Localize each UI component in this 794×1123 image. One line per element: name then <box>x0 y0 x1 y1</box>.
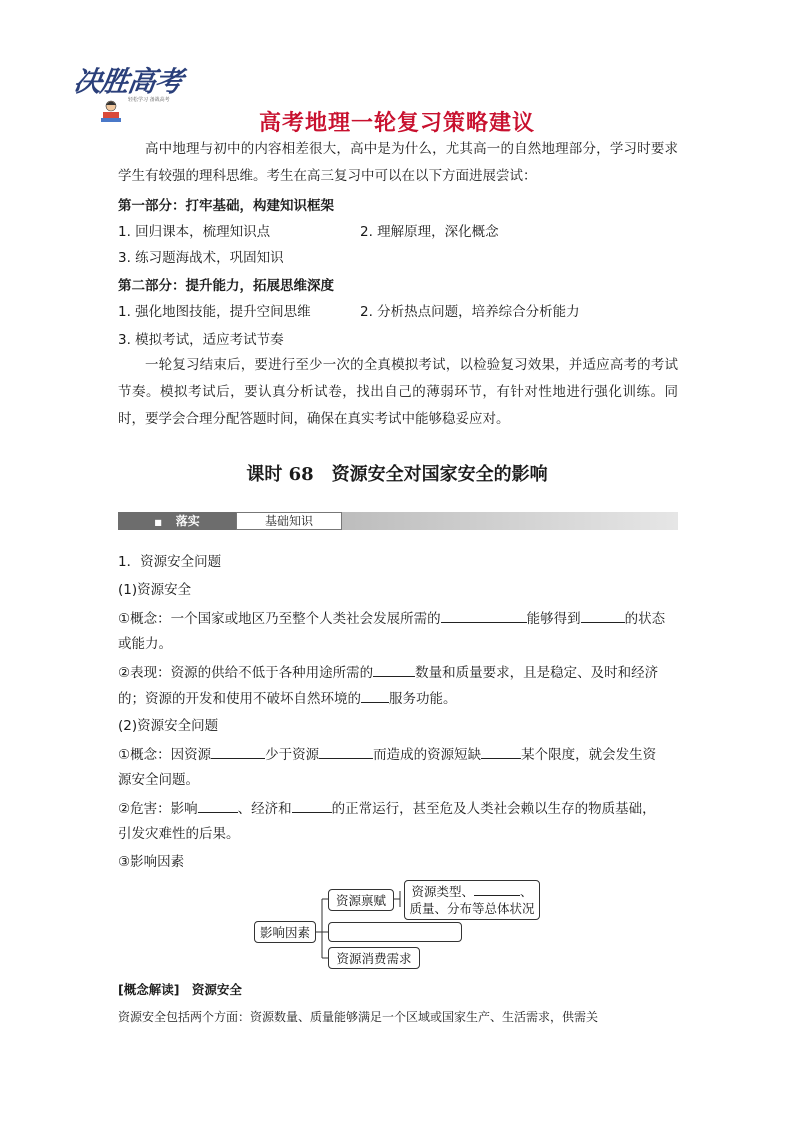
square-bullet-icon: ■ <box>154 518 162 527</box>
diagram-endowment-detail: 资源类型、 、 质量、分布等总体状况 <box>404 880 540 920</box>
concept-note-text: 资源安全包括两个方面：资源数量、质量能够满足一个区域或国家生产、生活需求，供需关 <box>118 1010 599 1024</box>
subsection-heading: (1)资源安全 <box>118 582 192 598</box>
part2-item: 1. 强化地图技能，提升空间思维 <box>118 304 311 320</box>
concept-line: ①概念：一个国家或地区乃至整个人类社会发展所需的 能够得到 的状态 <box>118 608 665 629</box>
harm-line: ②危害：影响 、经济和 的正常运行，甚至危及人类社会赖以生存的物质基础， <box>118 798 656 819</box>
part1-item: 2. 理解原理，深化概念 <box>360 224 499 240</box>
concept-line: 或能力。 <box>118 636 172 652</box>
part2-item: 2. 分析热点问题，培养综合分析能力 <box>360 304 580 320</box>
diagram-branch-blank[interactable] <box>328 922 462 942</box>
diagram-branch-endowment: 资源禀赋 <box>328 889 394 911</box>
part2-item: 3. 模拟考试，适应考试节奏 <box>118 332 284 348</box>
section-bar-tab: 基础知识 <box>236 512 342 530</box>
part2-heading: 第二部分：提升能力，拓展思维深度 <box>118 278 334 294</box>
lesson-title: 课时 68 资源安全对国家安全的影响 <box>246 464 548 485</box>
section-bar-label: ■ 落实 <box>118 512 236 530</box>
concept2-line: ①概念：因资源 少于资源 而造成的资源短缺 某个限度，就会发生资 <box>118 744 656 765</box>
harm-line: 引发灾难性的后果。 <box>118 826 240 842</box>
diagram-branch-demand: 资源消费需求 <box>328 947 420 969</box>
part1-item: 3. 练习题海战术，巩固知识 <box>118 250 284 266</box>
intro-paragraph: 高中地理与初中的内容相差很大，高中是为什么，尤其高一的自然地理部分，学习时要求学生有较强的理科思维。考生在高三复习中可以在以下方面进展尝试： <box>118 141 678 184</box>
closing-paragraph: 一轮复习结束后，要进行至少一次的全真模拟考试，以检验复习效果，并适应高考的考试节奏。模拟考试后，要认真分析试卷，找出自己的薄弱环节，有针对性地进行强化训练。同时，要学会合理分配答题时间，确保在真实考试中能够稳妥应对。 <box>118 357 678 427</box>
part1-item: 1. 回归课本，梳理知识点 <box>118 224 271 240</box>
page-title: 高考地理一轮复习策略建议 <box>258 111 535 136</box>
section-heading: 1．资源安全问题 <box>118 554 222 570</box>
express-line: ②表现：资源的供给不低于各种用途所需的 数量和质量要求，且是稳定、及时和经济 <box>118 662 658 683</box>
subsection-heading: (2)资源安全问题 <box>118 718 219 734</box>
diagram-root-box: 影响因素 <box>254 921 316 943</box>
concept2-line: 源安全问题。 <box>118 772 199 788</box>
factors-heading: ③影响因素 <box>118 854 185 870</box>
express-line: 的；资源的开发和使用不破坏自然环境的 服务功能。 <box>118 688 457 709</box>
fill-blank[interactable] <box>474 883 520 896</box>
part1-heading: 第一部分：打牢基础，构建知识框架 <box>118 198 334 214</box>
logo-subtitle: 轻松学习 备战高考 <box>128 97 170 103</box>
concept-note-heading: [概念解读] 资源安全 <box>118 982 242 997</box>
logo-text: 决胜高考 <box>71 65 185 98</box>
